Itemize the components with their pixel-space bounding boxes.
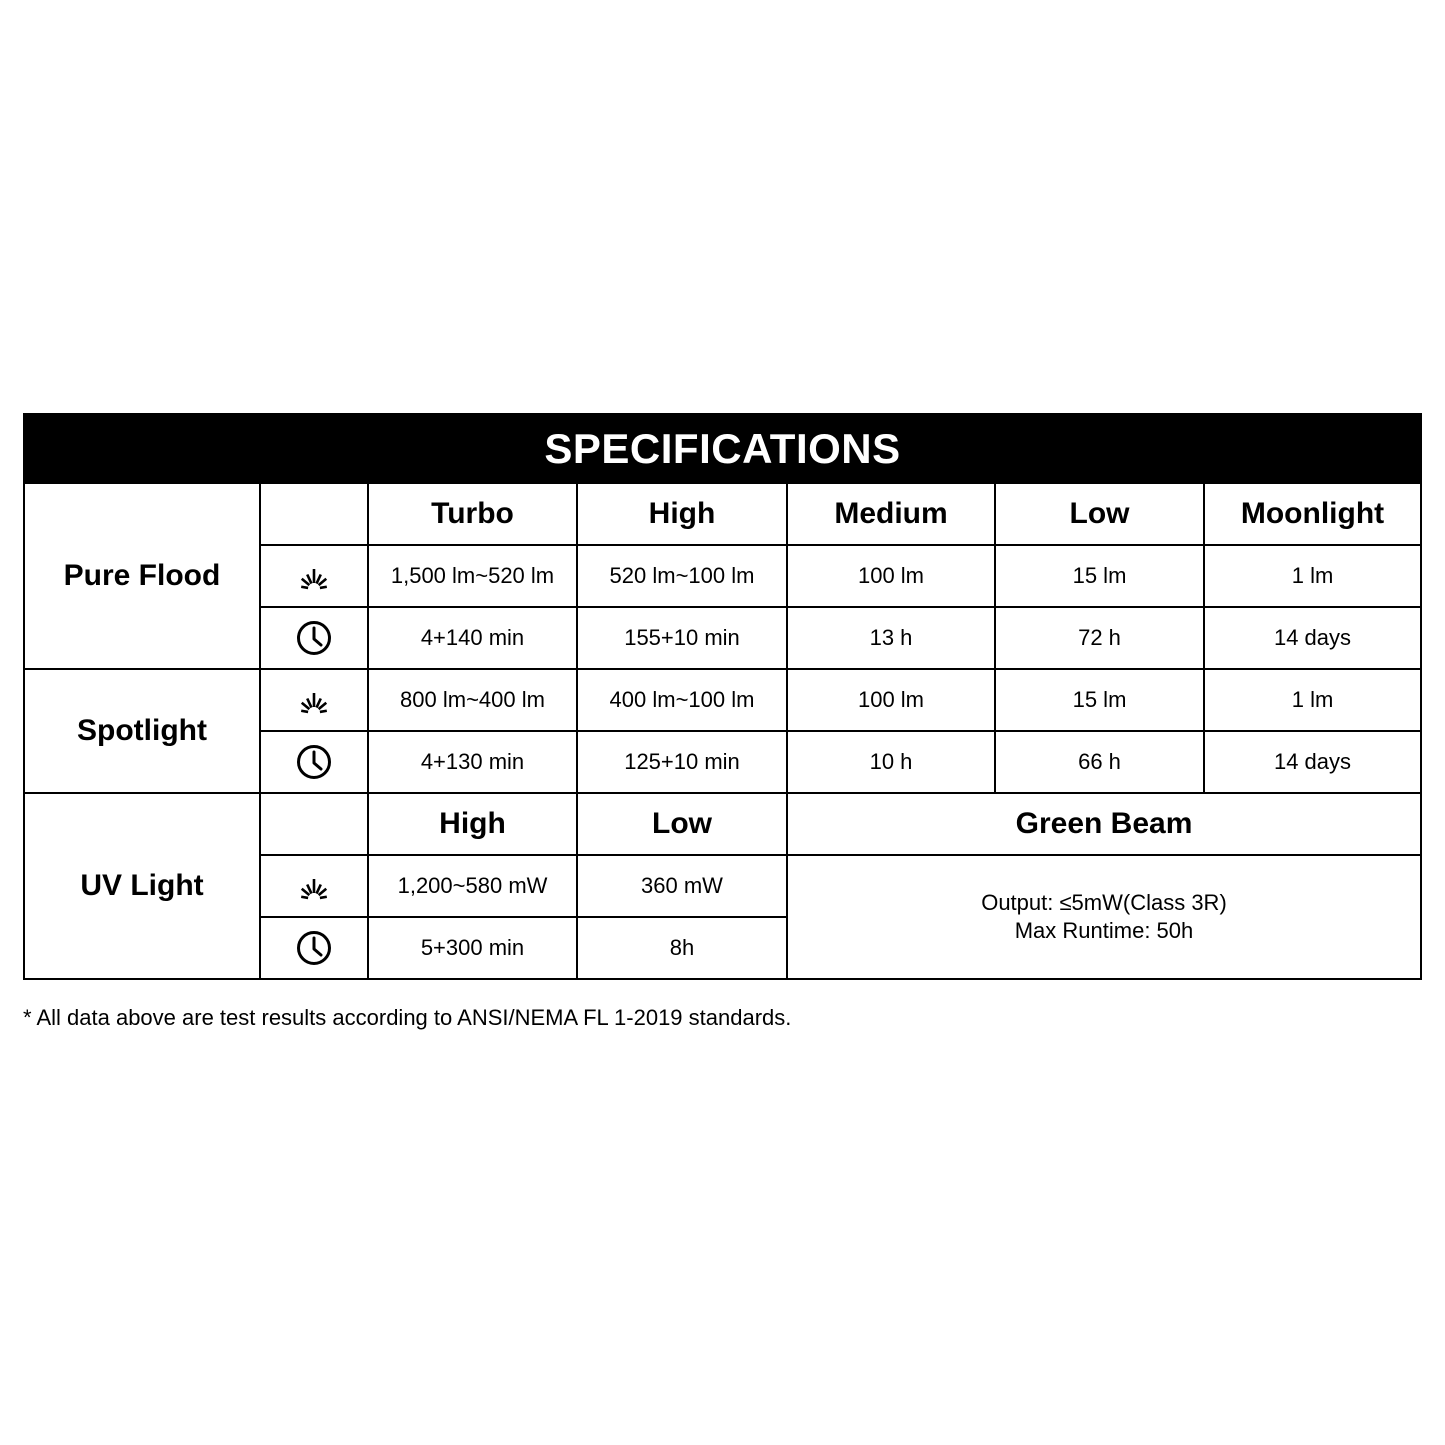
clock-icon [295,619,333,657]
specifications-table [23,413,1422,980]
mode-label-spotlight: Spotlight [24,669,260,793]
green-beam-header: Green Beam [787,793,1421,855]
table-title: SPECIFICATIONS [24,414,1421,483]
table-cell: 800 lm~400 lm [368,669,577,731]
footnote: * All data above are test results according to ANSI/NEMA FL 1-2019 standards. [23,1005,792,1030]
table-cell: 1,500 lm~520 lm [368,545,577,607]
table-cell: 520 lm~100 lm [577,545,787,607]
clock-icon [295,743,333,781]
output-icon-cell [260,669,368,731]
table-cell: 4+130 min [368,731,577,793]
table-cell: 4+140 min [368,607,577,669]
runtime-icon-cell [260,917,368,979]
level-header: Low [577,793,787,855]
table-cell: 15 lm [995,669,1204,731]
clock-icon [295,929,333,967]
table-cell: 360 mW [577,855,787,917]
empty-header-cell [260,793,368,855]
table-cell: 8h [577,917,787,979]
table-cell: 100 lm [787,545,995,607]
table-cell: 13 h [787,607,995,669]
level-header: Low [995,483,1204,545]
mode-label-pure-flood: Pure Flood [24,483,260,669]
table-cell: 14 days [1204,607,1421,669]
brightness-icon [289,561,339,591]
output-icon-cell [260,855,368,917]
runtime-icon-cell [260,731,368,793]
level-header: Medium [787,483,995,545]
green-beam-output: Output: ≤5mW(Class 3R) [981,890,1227,915]
green-beam-runtime: Max Runtime: 50h [1014,918,1194,943]
table-cell: 66 h [995,731,1204,793]
brightness-icon [289,685,339,715]
table-cell: 10 h [787,731,995,793]
output-icon-cell [260,545,368,607]
level-header: Turbo [368,483,577,545]
table-cell: 1 lm [1204,669,1421,731]
table-cell: 14 days [1204,731,1421,793]
mode-label-uv-light: UV Light [24,793,260,979]
table-cell: 1 lm [1204,545,1421,607]
table-cell: 5+300 min [368,917,577,979]
table-cell: 100 lm [787,669,995,731]
table-cell: 400 lm~100 lm [577,669,787,731]
level-header: Moonlight [1204,483,1421,545]
brightness-icon [289,871,339,901]
table-cell: 72 h [995,607,1204,669]
table-cell: 15 lm [995,545,1204,607]
green-beam-details [787,855,1421,979]
table-cell: 125+10 min [577,731,787,793]
empty-header-cell [260,483,368,545]
table-cell: 155+10 min [577,607,787,669]
runtime-icon-cell [260,607,368,669]
table-cell: 1,200~580 mW [368,855,577,917]
level-header: High [577,483,787,545]
level-header: High [368,793,577,855]
